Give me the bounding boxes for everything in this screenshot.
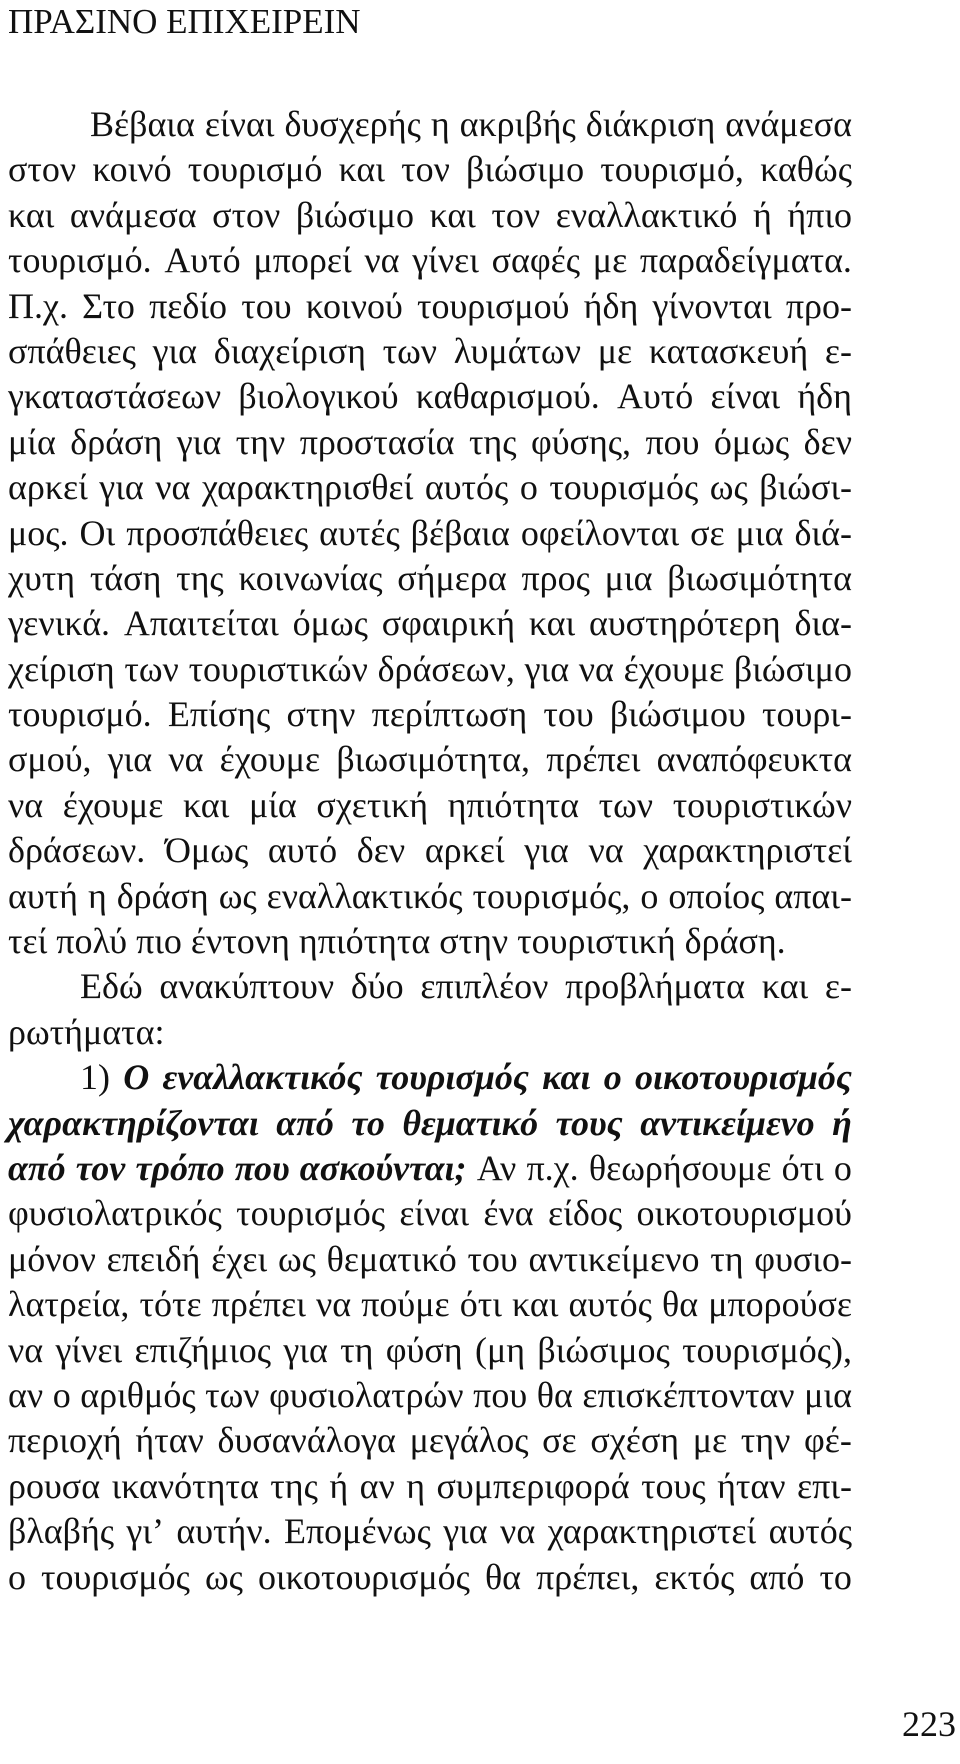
body-text — [8, 102, 852, 1600]
word: απαι- — [774, 875, 852, 916]
word: ο — [519, 467, 538, 508]
word: σήμερα — [397, 557, 507, 598]
word: ε- — [824, 330, 852, 371]
word: σφαιρική — [381, 603, 516, 644]
word: και — [338, 149, 385, 190]
word: ότι — [781, 1147, 824, 1188]
word: Επίσης — [167, 694, 271, 735]
word: να — [168, 739, 204, 780]
word: φυσιολατρικός — [8, 1193, 222, 1234]
word: επιζήμιος — [134, 1329, 272, 1370]
word: μία — [248, 784, 297, 825]
emphasis-word: αντικείμενο — [640, 1102, 815, 1143]
word: δράση — [116, 875, 209, 916]
word: περιοχή — [8, 1420, 122, 1461]
text-line — [8, 1282, 852, 1327]
word: αυτός — [768, 1511, 852, 1552]
word: οικοτουρισμού — [636, 1193, 852, 1234]
word: εναλλακτικός — [266, 875, 463, 916]
text-line — [8, 556, 852, 601]
word: φυσιο- — [754, 1238, 852, 1279]
word: βιολογικού — [238, 376, 399, 417]
word: παραδείγματα. — [639, 240, 852, 281]
word: να — [316, 1284, 352, 1325]
emphasis-word: τουρισμός — [375, 1057, 529, 1098]
word: δια- — [794, 603, 852, 644]
word: η — [406, 1465, 426, 1506]
word: αυτές — [319, 512, 400, 553]
word: οφείλονται — [520, 512, 680, 553]
word: προ- — [785, 285, 852, 326]
word: είδος — [548, 1193, 623, 1234]
text-line — [8, 374, 852, 419]
word: αυτήν. — [176, 1511, 272, 1552]
word: αναπόφευκτα — [656, 739, 852, 780]
word: εναλλακτικό — [555, 194, 738, 235]
emphasis-word: χαρακτηρίζονται — [8, 1102, 259, 1143]
word: Στο — [82, 285, 135, 326]
word: ένα — [483, 1193, 534, 1234]
word: τουριστικών — [672, 784, 852, 825]
word: διάκριση — [585, 104, 716, 144]
word: Βέβαια — [90, 104, 195, 144]
word: να — [8, 1329, 44, 1370]
word: για — [283, 1329, 328, 1370]
word: μια — [604, 557, 653, 598]
word: αυτή — [8, 875, 78, 916]
paragraph-last-line: τεί πολύ πιο έντονη ηπιότητα στην τουριστική δράση. — [8, 921, 786, 962]
word: κοινωνίας — [238, 557, 383, 598]
word: ήδη — [797, 376, 852, 417]
word: καθώς — [760, 149, 852, 190]
word: βιωσιμότητα, — [336, 739, 531, 780]
word: να — [364, 240, 400, 281]
word: με — [692, 1420, 728, 1461]
word: για — [99, 467, 144, 508]
word: αν — [359, 1465, 395, 1506]
word: σχετική — [316, 784, 429, 825]
word: τουρισμό. — [8, 694, 152, 735]
text-line — [8, 1328, 852, 1373]
word: σπάθειες — [8, 330, 136, 371]
word: των — [382, 330, 438, 371]
emphasis-word: ασκούνται; — [299, 1147, 467, 1188]
word: να — [155, 467, 191, 508]
word: δυσχερής — [284, 104, 421, 144]
word: ήπιο — [787, 194, 852, 235]
word: γι’ — [126, 1511, 164, 1552]
word: τουρισμός — [549, 467, 699, 508]
word: τουρισμό — [187, 149, 323, 190]
word: λατρεία, — [8, 1284, 130, 1325]
word: αρκεί — [424, 830, 505, 871]
word: τουρισμός — [41, 1556, 190, 1597]
word: χαρακτηριστεί — [547, 1511, 757, 1552]
word: τον — [491, 194, 541, 235]
word: πρέπει — [211, 1284, 306, 1325]
word: των — [205, 1374, 260, 1415]
word: σαφές — [491, 240, 581, 281]
word: δράσεων. — [8, 830, 146, 871]
word: ακριβής — [459, 104, 576, 144]
word: σε — [690, 512, 725, 553]
text-line — [8, 1146, 852, 1191]
word: τουρισμό. — [8, 240, 152, 281]
text-line — [8, 1464, 852, 1509]
word: τουρισμός), — [682, 1329, 852, 1370]
word: είναι — [204, 104, 275, 144]
word: Π.χ. — [8, 285, 68, 326]
emphasis-word: τους — [555, 1102, 623, 1143]
word: αυτός — [568, 1284, 652, 1325]
word: πρέπει — [546, 739, 641, 780]
word: να — [500, 1511, 536, 1552]
text-line — [8, 420, 852, 465]
page-number: 223 — [902, 1704, 956, 1744]
word: θεματικό — [326, 1238, 457, 1279]
word: που — [473, 1374, 528, 1415]
word: αυτό — [267, 830, 338, 871]
text-line — [8, 1373, 852, 1418]
word: γίνει — [55, 1329, 123, 1370]
word: κοινό — [92, 149, 172, 190]
text-line — [8, 1191, 852, 1236]
word: ο — [8, 1556, 26, 1597]
word: προστασία — [299, 421, 455, 462]
word: ως — [709, 467, 748, 508]
word: (μη — [474, 1329, 526, 1370]
text-line — [8, 783, 852, 828]
word: που — [645, 421, 700, 462]
word: τη — [710, 1238, 744, 1279]
word: θεωρήσουμε — [588, 1147, 772, 1188]
word: για — [443, 1511, 488, 1552]
word: αυτός — [424, 467, 509, 508]
word: και — [761, 966, 809, 1007]
word: των — [124, 648, 179, 689]
word: ο — [833, 1147, 852, 1188]
word: τουρισμού — [417, 285, 570, 326]
word: να — [8, 784, 44, 825]
word: πεδίο — [149, 285, 228, 326]
word: τον — [401, 149, 450, 190]
word: χαρακτηριστεί — [643, 830, 852, 871]
word: της — [468, 421, 517, 462]
word: φύση — [385, 1329, 463, 1370]
word: διαχείριση — [213, 330, 366, 371]
text-line — [8, 238, 852, 283]
text-line — [8, 465, 852, 510]
word: έχει — [211, 1238, 268, 1279]
word: πρέπει, — [536, 1556, 640, 1597]
word: θα — [662, 1284, 699, 1325]
word: του — [241, 285, 292, 326]
word: ανακύπτουν — [159, 966, 335, 1007]
word: να — [578, 648, 614, 689]
word: μία — [8, 421, 56, 462]
word: μόνον — [8, 1238, 96, 1279]
word: Όμως — [164, 830, 249, 871]
text-line — [8, 692, 852, 737]
word: μπορούσε — [708, 1284, 852, 1325]
word: π.χ. — [526, 1147, 579, 1188]
word: δεν — [803, 421, 852, 462]
emphasis-word: ο — [603, 1057, 622, 1098]
word: η — [430, 104, 450, 144]
word: γίνονται — [652, 285, 772, 326]
word: τουριστικών — [188, 648, 368, 689]
word: επισκέπτονταν — [582, 1374, 795, 1415]
word: ρουσα — [8, 1465, 101, 1506]
word: εκτός — [654, 1556, 735, 1597]
word: ανάμεσα — [725, 104, 852, 144]
word: ηπιότητα — [447, 784, 579, 825]
word: με — [592, 240, 628, 281]
word: προβλήματα — [565, 966, 746, 1007]
word: βιώσιμο — [295, 194, 414, 235]
word: μεγάλος — [409, 1420, 529, 1461]
word: ε- — [824, 966, 852, 1007]
word: δυσανάλογα — [217, 1420, 396, 1461]
text-line — [8, 1555, 852, 1600]
emphasis-word: τον — [75, 1147, 126, 1188]
text-line — [8, 329, 852, 374]
word: κοινού — [305, 285, 403, 326]
word: έχουμε — [219, 739, 321, 780]
text-line — [8, 737, 852, 782]
word: Εδώ — [80, 966, 143, 1007]
word: και — [429, 194, 476, 235]
word: σμού, — [8, 739, 92, 780]
word: ικανότητα — [111, 1465, 259, 1506]
text-line — [8, 964, 852, 1009]
word: Απαιτείται — [123, 603, 279, 644]
word: τους — [641, 1465, 706, 1506]
word: αν — [8, 1374, 44, 1415]
word: ως — [218, 875, 257, 916]
word: το — [819, 1556, 852, 1597]
word: και — [512, 1284, 559, 1325]
emphasis-word: εναλλακτικός — [162, 1057, 363, 1098]
text-line — [8, 147, 852, 192]
running-header: ΠΡΑΣΙΝΟ ΕΠΙΧΕΙΡΕΙΝ — [8, 2, 361, 41]
word: δράσεων, — [377, 648, 515, 689]
word: για — [152, 330, 198, 371]
word: με — [597, 330, 633, 371]
word: για — [524, 648, 570, 689]
word: και — [8, 194, 55, 235]
word: ότι — [459, 1284, 502, 1325]
word: προσπάθειες — [126, 512, 309, 553]
word: ο — [52, 1374, 71, 1415]
word: πούμε — [361, 1284, 450, 1325]
word: ο — [640, 875, 659, 916]
emphasis-word: από — [8, 1147, 66, 1188]
word: επι- — [796, 1465, 852, 1506]
emphasis-word: Ο — [123, 1057, 150, 1098]
word: διά- — [794, 512, 852, 553]
word: φύσης, — [530, 421, 632, 462]
text-line — [8, 193, 852, 238]
word: ως — [204, 1556, 243, 1597]
text-line — [8, 1055, 852, 1100]
word: βιωσιμότητα — [667, 557, 852, 598]
word: επειδή — [106, 1238, 201, 1279]
word: δράση — [70, 421, 163, 462]
word: από — [749, 1556, 805, 1597]
word: αρκεί — [8, 467, 88, 508]
word: φέ- — [804, 1420, 852, 1461]
word: θα — [484, 1556, 522, 1597]
word: ανάμεσα — [69, 194, 197, 235]
word: της — [176, 557, 224, 598]
word: του — [467, 1238, 518, 1279]
text-line — [8, 601, 852, 646]
text-line — [8, 828, 852, 873]
emphasis-word: από — [276, 1102, 334, 1143]
word: ως — [277, 1238, 316, 1279]
word: βέβαια — [410, 512, 510, 553]
word: αντικείμενο — [528, 1238, 700, 1279]
word: βιώσιμο — [733, 648, 852, 689]
word: βιώσι- — [759, 467, 852, 508]
text-line — [8, 1010, 852, 1055]
word: ήδη — [583, 285, 639, 326]
word: για — [176, 421, 222, 462]
word: την — [235, 421, 286, 462]
word: αυστηρότερη — [588, 603, 781, 644]
word: έχουμε — [62, 784, 164, 825]
word: Αυτό — [164, 240, 241, 281]
word: οποίος — [668, 875, 765, 916]
word: έχουμε — [623, 648, 725, 689]
word: για — [107, 739, 153, 780]
word: στον — [8, 149, 77, 190]
word: επιπλέον — [420, 966, 549, 1007]
word: βιώσιμου — [609, 694, 746, 735]
emphasis-word: ή — [832, 1102, 852, 1143]
word: γίνει — [412, 240, 479, 281]
word: καθαρισμού. — [415, 376, 600, 417]
word: βλαβής — [8, 1511, 115, 1552]
word: ή — [752, 194, 772, 235]
emphasis-word: και — [542, 1057, 591, 1098]
word: τουρισμό, — [600, 149, 744, 190]
word: δύο — [350, 966, 404, 1007]
word: συμπεριφορά — [436, 1465, 630, 1506]
word: είναι — [710, 376, 781, 417]
word: βιώσιμος — [537, 1329, 670, 1370]
emphasis-word: οικοτουρισμός — [634, 1057, 852, 1098]
word: να — [588, 830, 624, 871]
word: ήταν — [717, 1465, 786, 1506]
emphasis-word: τρόπο — [135, 1147, 225, 1188]
text-line — [8, 102, 852, 147]
word: βιώσιμο — [466, 149, 585, 190]
text-line — [8, 1101, 852, 1146]
word: Οι — [79, 512, 116, 553]
word: και — [182, 784, 230, 825]
word: η — [87, 875, 107, 916]
word: σχέση — [590, 1420, 680, 1461]
text-line — [8, 1237, 852, 1282]
emphasis-word: το — [351, 1102, 385, 1143]
word: τουρισμός — [236, 1193, 386, 1234]
word: αριθμός — [80, 1374, 196, 1415]
text-line — [8, 874, 852, 919]
text-line — [8, 647, 852, 692]
word: είναι — [399, 1193, 470, 1234]
word: σε — [542, 1420, 577, 1461]
word: ή — [329, 1465, 349, 1506]
word: ρωτήματα: — [8, 1011, 165, 1052]
word: προς — [521, 557, 590, 598]
word: γκαταστάσεων — [8, 376, 222, 417]
word: στον — [212, 194, 281, 235]
word: μπορεί — [253, 240, 352, 281]
word: φυσιολατρών — [269, 1374, 464, 1415]
word: για — [524, 830, 569, 871]
emphasis-word: θεματικό — [402, 1102, 539, 1143]
word: τη — [340, 1329, 374, 1370]
word: στην — [286, 694, 356, 735]
word: χείριση — [8, 648, 115, 689]
word: τουρισμός, — [472, 875, 631, 916]
word: γενικά. — [8, 603, 111, 644]
word: θα — [536, 1374, 573, 1415]
word: χυτη — [8, 557, 76, 598]
text-line — [8, 511, 852, 556]
word: Επομένως — [284, 1511, 431, 1552]
word: λυμάτων — [453, 330, 582, 371]
word: μια — [735, 512, 784, 553]
word: περίπτωση — [371, 694, 528, 735]
word: μια — [804, 1374, 852, 1415]
text-line — [8, 919, 852, 964]
text-line — [8, 284, 852, 329]
word: τότε — [139, 1284, 202, 1325]
word: τουρι- — [762, 694, 852, 735]
word: όμως — [713, 421, 790, 462]
word: την — [740, 1420, 791, 1461]
word: οικοτουρισμός — [257, 1556, 470, 1597]
word: όμως — [292, 603, 368, 644]
word: της — [270, 1465, 318, 1506]
word: μος. — [8, 512, 69, 553]
word: του — [543, 694, 594, 735]
word: δεν — [356, 830, 406, 871]
word: και — [528, 603, 576, 644]
text-line — [8, 1509, 852, 1554]
text-line — [8, 1418, 852, 1463]
word: ήταν — [135, 1420, 204, 1461]
word: χαρακτηρισθεί — [201, 467, 414, 508]
word: τάση — [89, 557, 162, 598]
word: Αν — [476, 1147, 517, 1188]
word: Αυτό — [616, 376, 694, 417]
list-marker: 1) — [80, 1057, 110, 1098]
word: κατασκευή — [648, 330, 809, 371]
word: των — [598, 784, 654, 825]
emphasis-word: που — [234, 1147, 290, 1188]
